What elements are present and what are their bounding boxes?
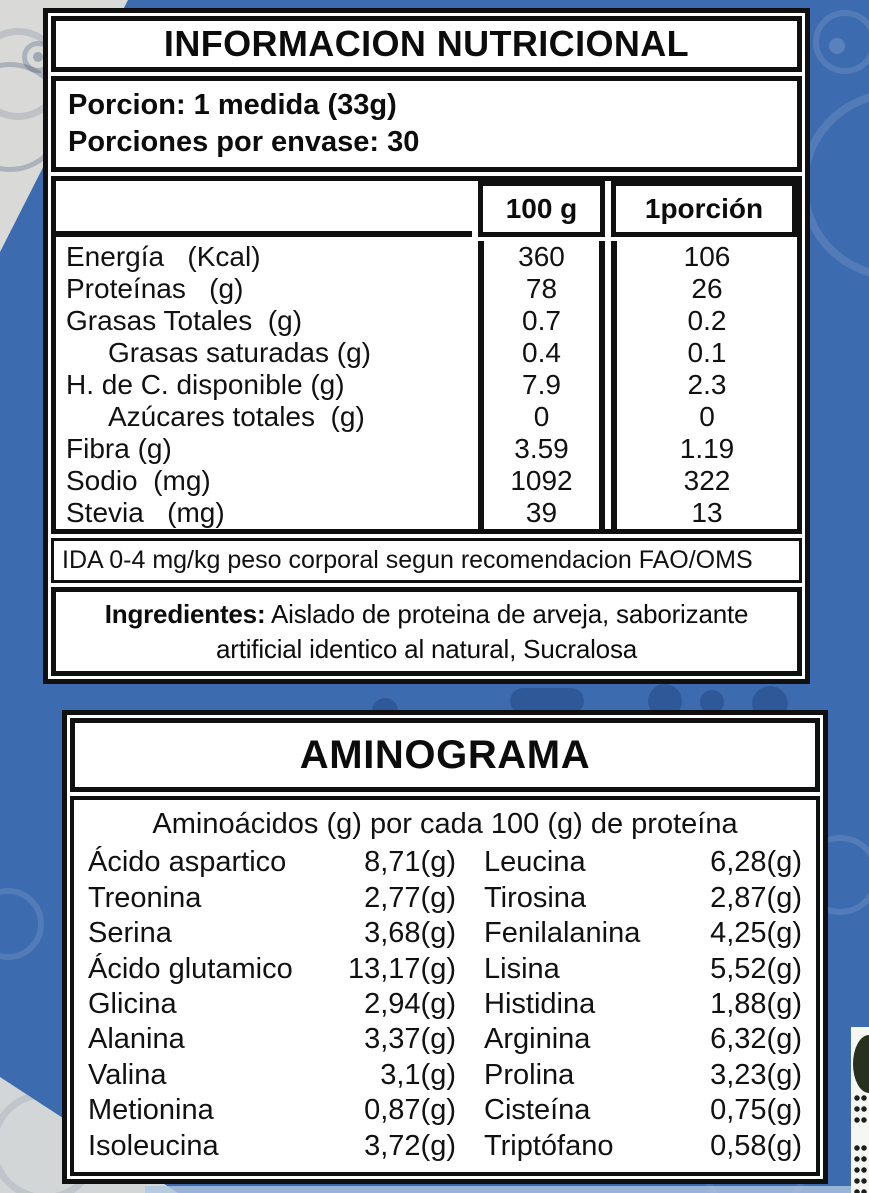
amino-value: 6,28(g) bbox=[710, 846, 802, 879]
table-body bbox=[56, 237, 797, 529]
ingredients-line-1 bbox=[58, 597, 795, 631]
value-per-100g: 360 bbox=[478, 241, 605, 273]
value-per-portion: 26 bbox=[611, 273, 797, 305]
amino-name: Glicina bbox=[88, 987, 177, 1020]
amino-name: Cisteína bbox=[484, 1094, 591, 1127]
row-label: Grasas Totales (g) bbox=[66, 305, 303, 337]
serving-info bbox=[51, 76, 802, 172]
header-empty-cell bbox=[56, 181, 472, 237]
amino-row bbox=[88, 916, 802, 951]
amino-value: 0,75(g) bbox=[710, 1094, 802, 1127]
amino-row bbox=[88, 845, 802, 880]
amino-row bbox=[88, 1093, 802, 1128]
amino-name: Valina bbox=[88, 1058, 167, 1091]
value-per-100g: 78 bbox=[478, 273, 605, 305]
row-label: Sodio (mg) bbox=[66, 465, 211, 497]
background-pattern-ring bbox=[0, 888, 44, 960]
ingredients-box bbox=[51, 587, 802, 676]
table-header-row bbox=[56, 181, 797, 237]
table-row bbox=[56, 241, 797, 273]
row-label: Proteínas (g) bbox=[66, 273, 244, 305]
table-row bbox=[56, 305, 797, 337]
nutrition-facts-panel bbox=[43, 8, 810, 684]
amino-name: Ácido glutamico bbox=[88, 952, 293, 985]
value-per-portion: 1.19 bbox=[611, 433, 797, 465]
amino-value: 6,32(g) bbox=[710, 1023, 802, 1056]
amino-name: Ácido aspartico bbox=[88, 846, 287, 879]
value-per-portion: 0.2 bbox=[611, 305, 797, 337]
row-label: Azúcares totales (g) bbox=[108, 401, 365, 433]
table-row bbox=[56, 401, 797, 433]
col-header-portion: 1porción bbox=[611, 181, 797, 237]
value-per-portion: 0 bbox=[611, 401, 797, 433]
ingredients-line-2: artificial identico al natural, Sucralosa bbox=[215, 633, 638, 664]
amino-value: 3,37(g) bbox=[364, 1023, 456, 1056]
amino-name: Arginina bbox=[484, 1023, 591, 1056]
table-row bbox=[56, 433, 797, 465]
col-header-100g: 100 g bbox=[478, 181, 605, 237]
amino-value: 0,58(g) bbox=[710, 1129, 802, 1162]
row-label: Stevia (mg) bbox=[66, 497, 225, 529]
background-pattern-dot bbox=[33, 52, 43, 62]
amino-row bbox=[88, 880, 802, 915]
amino-name: Prolina bbox=[484, 1058, 575, 1091]
table-row bbox=[56, 369, 797, 401]
amino-value: 8,71(g) bbox=[364, 846, 456, 879]
ingredients-text: Aislado de proteina de arveja, saborizante bbox=[265, 599, 749, 630]
amino-row bbox=[88, 1058, 802, 1093]
aminogram-title: AMINOGRAMA bbox=[70, 718, 820, 792]
amino-row bbox=[88, 951, 802, 986]
row-label: Energía (Kcal) bbox=[66, 241, 261, 273]
amino-value: 1,88(g) bbox=[710, 987, 802, 1020]
amino-value: 5,52(g) bbox=[710, 952, 802, 985]
amino-value: 13,17(g) bbox=[347, 952, 456, 985]
servings-per-container-line: Porciones por envase: 30 bbox=[68, 126, 420, 159]
value-per-portion: 2.3 bbox=[611, 369, 797, 401]
amino-name: Leucina bbox=[484, 846, 586, 879]
amino-name: Histidina bbox=[484, 987, 596, 1020]
table-row bbox=[56, 337, 797, 369]
amino-name: Tirosina bbox=[484, 881, 587, 914]
amino-row bbox=[88, 1129, 802, 1164]
value-per-100g: 0.7 bbox=[478, 305, 605, 337]
value-per-portion: 106 bbox=[611, 241, 797, 273]
value-per-100g: 39 bbox=[478, 497, 605, 529]
background-pattern-dot bbox=[829, 38, 845, 54]
value-per-portion: 0.1 bbox=[611, 337, 797, 369]
amino-row bbox=[88, 987, 802, 1022]
amino-name: Triptófano bbox=[484, 1129, 614, 1162]
value-per-portion: 13 bbox=[611, 497, 797, 529]
dot-grid-icon bbox=[853, 1093, 867, 1127]
amino-value: 2,87(g) bbox=[710, 881, 802, 914]
row-label: Fibra (g) bbox=[66, 433, 172, 465]
table-row bbox=[56, 465, 797, 497]
value-per-100g: 0.4 bbox=[478, 337, 605, 369]
backdrop-edge-band bbox=[145, 1186, 852, 1193]
aminogram-panel bbox=[62, 710, 828, 1184]
amino-name: Treonina bbox=[88, 881, 202, 914]
amino-name: Metionina bbox=[88, 1094, 214, 1127]
value-per-100g: 3.59 bbox=[478, 433, 605, 465]
amino-name: Serina bbox=[88, 917, 172, 950]
amino-value: 0,87(g) bbox=[364, 1094, 456, 1127]
amino-name: Isoleucina bbox=[88, 1129, 219, 1162]
row-label: H. de C. disponible (g) bbox=[66, 369, 345, 401]
ida-note: IDA 0-4 mg/kg peso corporal segun recomendacion FAO/OMS bbox=[51, 538, 802, 583]
photo-edge-strip bbox=[851, 1027, 869, 1193]
nutrition-title: INFORMACION NUTRICIONAL bbox=[51, 16, 802, 72]
nutrition-table bbox=[51, 176, 802, 534]
amino-value: 3,68(g) bbox=[364, 917, 456, 950]
table-row bbox=[56, 497, 797, 529]
amino-name: Lisina bbox=[484, 952, 560, 985]
ingredients-label: Ingredientes: bbox=[104, 599, 266, 630]
row-label: Grasas saturadas (g) bbox=[108, 337, 371, 369]
serving-size-line: Porcion: 1 medida (33g) bbox=[68, 89, 397, 122]
value-per-100g: 0 bbox=[478, 401, 605, 433]
aminogram-subtitle: Aminoácidos (g) por cada 100 (g) de proteína bbox=[152, 808, 738, 840]
table-row bbox=[56, 273, 797, 305]
amino-value: 2,94(g) bbox=[364, 987, 456, 1020]
partial-logo-shape bbox=[853, 1035, 869, 1093]
value-per-100g: 7.9 bbox=[478, 369, 605, 401]
background-pattern-ring bbox=[800, 90, 869, 280]
amino-value: 3,1(g) bbox=[380, 1058, 456, 1091]
amino-value: 3,72(g) bbox=[364, 1129, 456, 1162]
amino-name: Alanina bbox=[88, 1023, 185, 1056]
amino-value: 2,77(g) bbox=[364, 881, 456, 914]
aminogram-grid bbox=[88, 845, 802, 1164]
aminogram-table bbox=[70, 796, 820, 1176]
value-per-100g: 1092 bbox=[478, 465, 605, 497]
amino-name: Fenilalanina bbox=[484, 917, 641, 950]
value-per-portion: 322 bbox=[611, 465, 797, 497]
amino-value: 4,25(g) bbox=[710, 917, 802, 950]
amino-row bbox=[88, 1022, 802, 1057]
dot-grid-icon bbox=[853, 1143, 867, 1193]
amino-value: 3,23(g) bbox=[710, 1058, 802, 1091]
